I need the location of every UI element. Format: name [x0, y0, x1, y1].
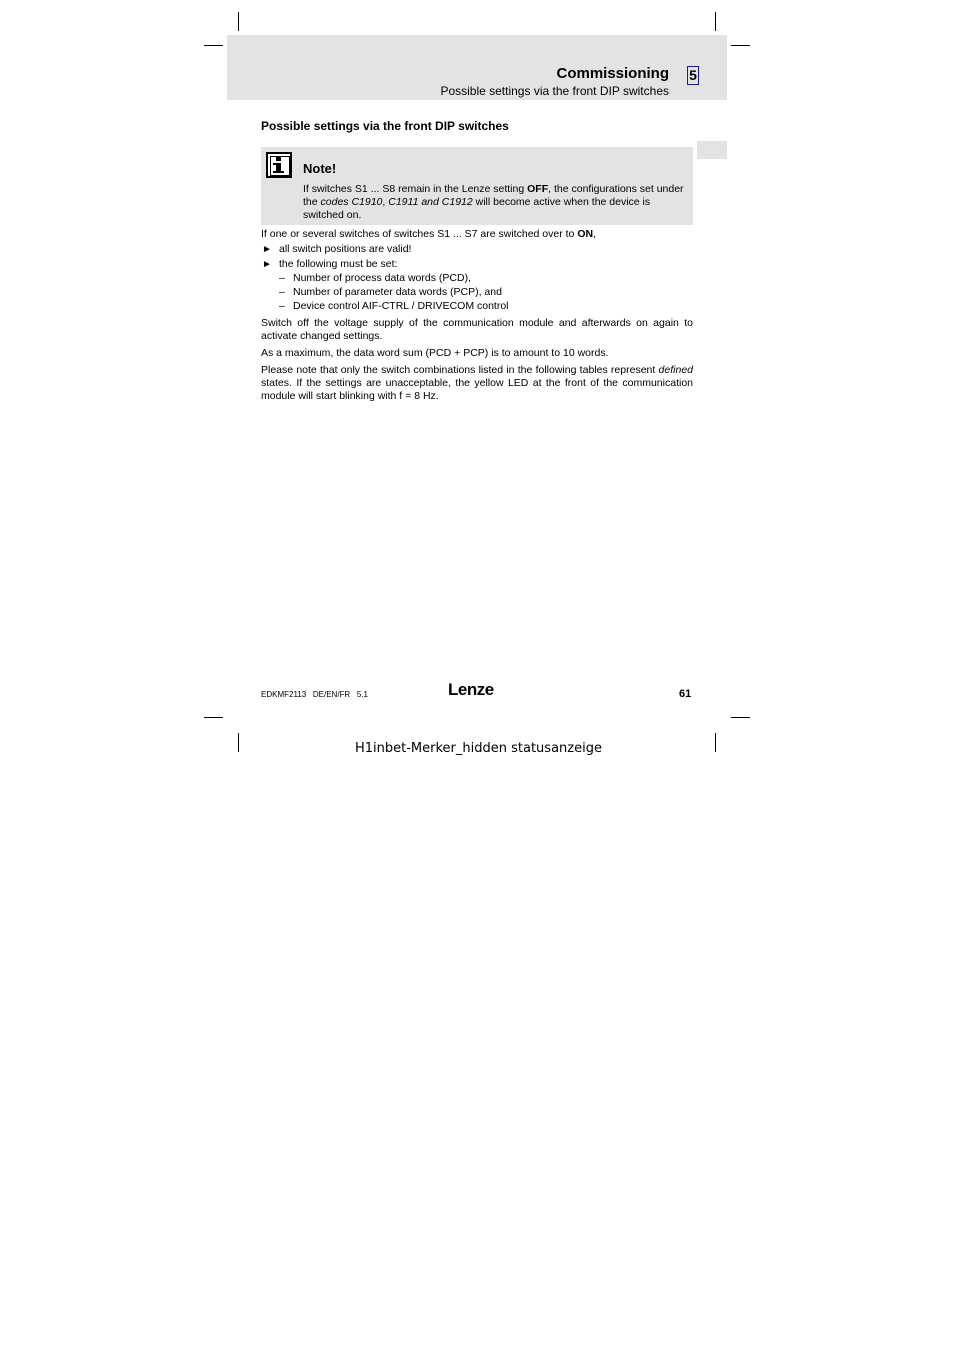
lenze-logo: Lenze: [448, 680, 494, 699]
crop-mark: [204, 717, 223, 718]
document-id: EDKMF2113 DE/EN/FR 5.1: [261, 690, 368, 699]
section-title: Possible settings via the front DIP switches: [261, 119, 509, 133]
list-item: ► the following must be set:: [262, 258, 398, 270]
crop-mark: [715, 733, 716, 752]
list-item: – Number of parameter data words (PCP), and: [279, 286, 502, 298]
list-item: – Device control AIF-CTRL / DRIVECOM control: [279, 300, 509, 312]
chapter-number-badge: 5: [687, 66, 699, 85]
paragraph-max-words: As a maximum, the data word sum (PCD + PCP) is to amount to 10 words.: [261, 347, 609, 359]
crop-mark: [715, 12, 716, 31]
chapter-title: Commissioning: [556, 65, 669, 82]
crop-mark: [731, 45, 750, 46]
intro-paragraph: If one or several switches of switches S1 ... S7 are switched over to ON,: [261, 228, 596, 240]
bullet-arrow-icon: ►: [262, 244, 272, 255]
list-item: – Number of process data words (PCD),: [279, 272, 471, 284]
info-icon: [266, 152, 292, 178]
hidden-marker-text: H1inbet-Merker_hidden statusanzeige: [355, 741, 602, 756]
paragraph-switch-off: Switch off the voltage supply of the communication module and afterwards on again to activate changed settings.: [261, 317, 693, 342]
crop-mark: [731, 717, 750, 718]
paragraph-defined-states: Please note that only the switch combinations listed in the following tables represent defined states. If the settings are unacceptable, the yellow LED at the front of the communication module will start blinking with f = 8 Hz.: [261, 364, 693, 402]
crop-mark: [204, 45, 223, 46]
side-tab: [697, 141, 727, 159]
note-title: Note!: [303, 161, 337, 176]
chapter-subtitle: Possible settings via the front DIP switches: [440, 84, 669, 98]
list-item: ► all switch positions are valid!: [262, 243, 412, 255]
crop-mark: [238, 12, 239, 31]
page-number: 61: [679, 688, 692, 700]
note-text: If switches S1 ... S8 remain in the Lenze setting OFF, the configurations set under the codes C1910, C1911 and C1912 will become active when the device is switched on.: [303, 183, 684, 221]
crop-mark: [238, 733, 239, 752]
bullet-arrow-icon: ►: [262, 259, 272, 270]
